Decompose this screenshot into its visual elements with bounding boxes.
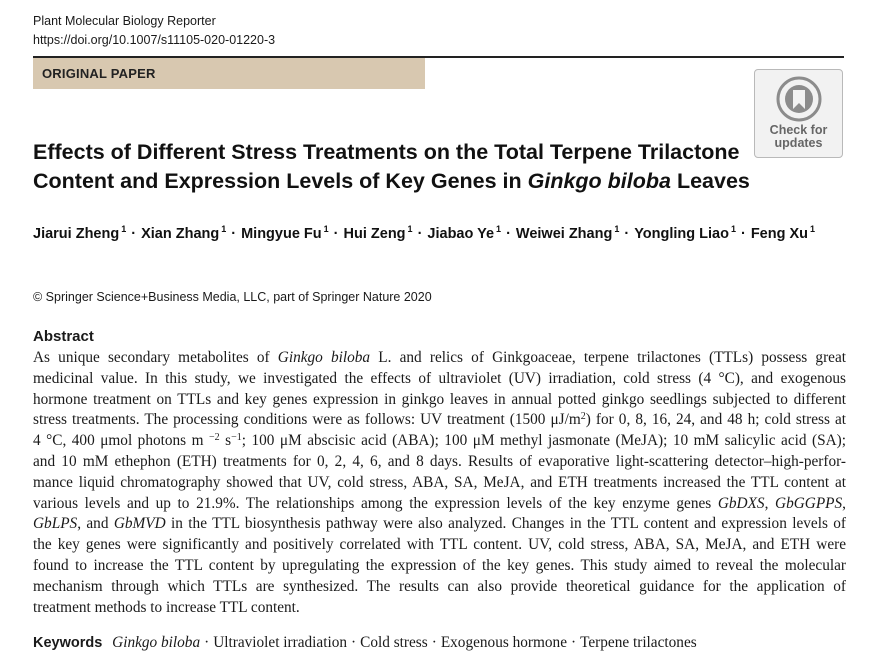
- abstract-text: and 10 mM ethephon (ETH) treatments for 0, 2, 4, 6, and 8 days. Results of evaporative light-scattering detector–high-perfor-: [33, 452, 846, 470]
- abstract-line: [33, 535, 846, 556]
- abstract-text: ; 100 μM abscisic acid (ABA); 100 μM methyl jasmonate (MeJA); 10 mM salicylic acid (SA);: [241, 432, 847, 450]
- title-line-2: Content and Expression Levels of Key Genes in Ginkgo biloba Leaves: [33, 169, 750, 193]
- journal-name: Plant Molecular Biology Reporter: [33, 14, 216, 28]
- superscript: −1: [231, 432, 242, 444]
- author-affiliation: 1: [614, 224, 620, 234]
- author-name[interactable]: Yongling Liao: [634, 226, 729, 242]
- abstract-line: [33, 598, 846, 619]
- abstract-text: , and: [77, 515, 114, 533]
- abstract-line: [33, 473, 846, 494]
- author-affiliation: 1: [323, 224, 329, 234]
- author-separator: ·: [624, 226, 630, 242]
- abstract-line: [33, 494, 846, 515]
- abstract-line: [33, 452, 846, 473]
- abstract-text: ,: [842, 494, 846, 512]
- abstract-text: ) for 0, 8, 16, 24, and 48 h; cold stress at: [585, 411, 846, 429]
- abstract-text: stress treatments. The processing conditions were as follows: UV treatment (1500 μJ/m: [33, 411, 581, 429]
- abstract-line: [33, 369, 846, 390]
- author-list: [33, 224, 815, 242]
- author-affiliation: 1: [407, 224, 413, 234]
- abstract-text: 4 °C, 400 μmol photons m: [33, 432, 210, 450]
- check-updates-text: Check for updates: [769, 123, 828, 150]
- author-name[interactable]: Xian Zhang: [141, 226, 220, 242]
- copyright-notice: © Springer Science+Business Media, LLC, part of Springer Nature 2020: [33, 290, 432, 304]
- italic-term: GbLPS: [33, 515, 78, 533]
- paper-type-label: ORIGINAL PAPER: [33, 58, 425, 89]
- keyword: Terpene trilactones: [580, 634, 697, 651]
- author-separator: ·: [131, 226, 137, 242]
- keyword: Exogenous hormone: [440, 634, 567, 651]
- abstract-line: [33, 556, 846, 577]
- author-separator: ·: [506, 226, 511, 242]
- paper-title: [33, 138, 753, 196]
- author-name[interactable]: Mingyue Fu: [241, 226, 322, 242]
- author-name[interactable]: Jiabao Ye: [427, 226, 495, 242]
- author-name[interactable]: Feng Xu: [750, 226, 809, 242]
- abstract-text: medicinal value. In this study, we investigated the effects of ultraviolet (UV) irradiation, cold stress (4 °C), and exogenous: [33, 369, 846, 387]
- keyword-separator: ·: [204, 634, 210, 651]
- crossmark-icon: [776, 76, 822, 122]
- author-affiliation: 1: [221, 224, 227, 234]
- author-separator: ·: [740, 226, 746, 242]
- check-for-updates-button[interactable]: [754, 69, 843, 158]
- author-affiliation: 1: [496, 224, 502, 234]
- author-affiliation: 1: [810, 224, 816, 234]
- keyword-separator: ·: [431, 634, 437, 651]
- keyword: Ultraviolet irradiation: [213, 634, 348, 651]
- abstract-text: s: [219, 432, 232, 450]
- superscript: 2: [580, 411, 586, 423]
- abstract-text: in the TTL biosynthesis pathway were also analyzed. Changes in the TTL content and expression levels of: [165, 515, 846, 533]
- author-separator: ·: [417, 226, 423, 242]
- abstract-body: [33, 348, 846, 618]
- italic-term: GbMVD: [113, 515, 166, 533]
- keywords-line: [33, 634, 697, 652]
- abstract-text: L. and relics of Ginkgoaceae, terpene trilactones (TTLs) possess great: [370, 349, 846, 366]
- abstract-text: found to increase the TTL content by upregulating the expression of the key genes. This study aimed to reveal the molecular: [33, 556, 846, 574]
- author-name[interactable]: Jiarui Zheng: [33, 226, 120, 242]
- abstract-text: mechanism through which TTLs are synthesized. The results can also provide theoretical guidance for the application of: [33, 577, 846, 595]
- author-separator: ·: [231, 226, 237, 242]
- title-line-1: Effects of Different Stress Treatments on the Total Terpene Trilactone: [33, 140, 740, 164]
- journal-header: [33, 12, 275, 50]
- keywords-heading: Keywords: [33, 635, 103, 651]
- abstract-text: mance liquid chromatography showed that UV, cold stress, ABA, SA, MeJA, and ETH treatments increased the TTL content at: [33, 473, 846, 491]
- keyword-separator: ·: [351, 634, 357, 651]
- author-separator: ·: [333, 226, 339, 242]
- abstract-line: [33, 431, 846, 452]
- italic-term: Ginkgo biloba: [277, 349, 371, 366]
- doi-link[interactable]: https://doi.org/10.1007/s11105-020-01220-3: [33, 33, 276, 47]
- abstract-text: treatment methods to increase TTL content.: [33, 598, 300, 616]
- italic-term: GbDXS: [717, 494, 765, 512]
- abstract-line: [33, 410, 846, 431]
- abstract-text: hormone treatment on TTLs and key genes expression in ginkgo leaves in annual potted ginkgo seedlings subjected to different: [33, 390, 846, 408]
- author-affiliation: 1: [121, 224, 127, 234]
- abstract-line: [33, 348, 846, 369]
- abstract-heading: Abstract: [33, 328, 94, 345]
- author-name[interactable]: Weiwei Zhang: [515, 226, 613, 242]
- abstract-text: various levels and up to 21.9%. The relationships among the expression levels of the key enzyme genes: [33, 494, 718, 512]
- keyword: Ginkgo biloba: [112, 634, 201, 651]
- abstract-text: As unique secondary metabolites of: [33, 349, 278, 366]
- author-affiliation: 1: [730, 224, 736, 234]
- abstract-line: [33, 514, 846, 535]
- superscript: −2: [209, 432, 220, 444]
- italic-term: GbGGPPS: [775, 494, 843, 512]
- abstract-line: [33, 577, 846, 598]
- abstract-line: [33, 390, 846, 411]
- abstract-text: the key genes were significantly and positively correlated with TTL content. UV, cold stress, ABA, SA, MeJA, and ETH were: [33, 536, 846, 554]
- keyword-separator: ·: [571, 634, 577, 651]
- keyword: Cold stress: [360, 634, 428, 651]
- abstract-text: ,: [764, 494, 776, 512]
- author-name[interactable]: Hui Zeng: [343, 226, 406, 242]
